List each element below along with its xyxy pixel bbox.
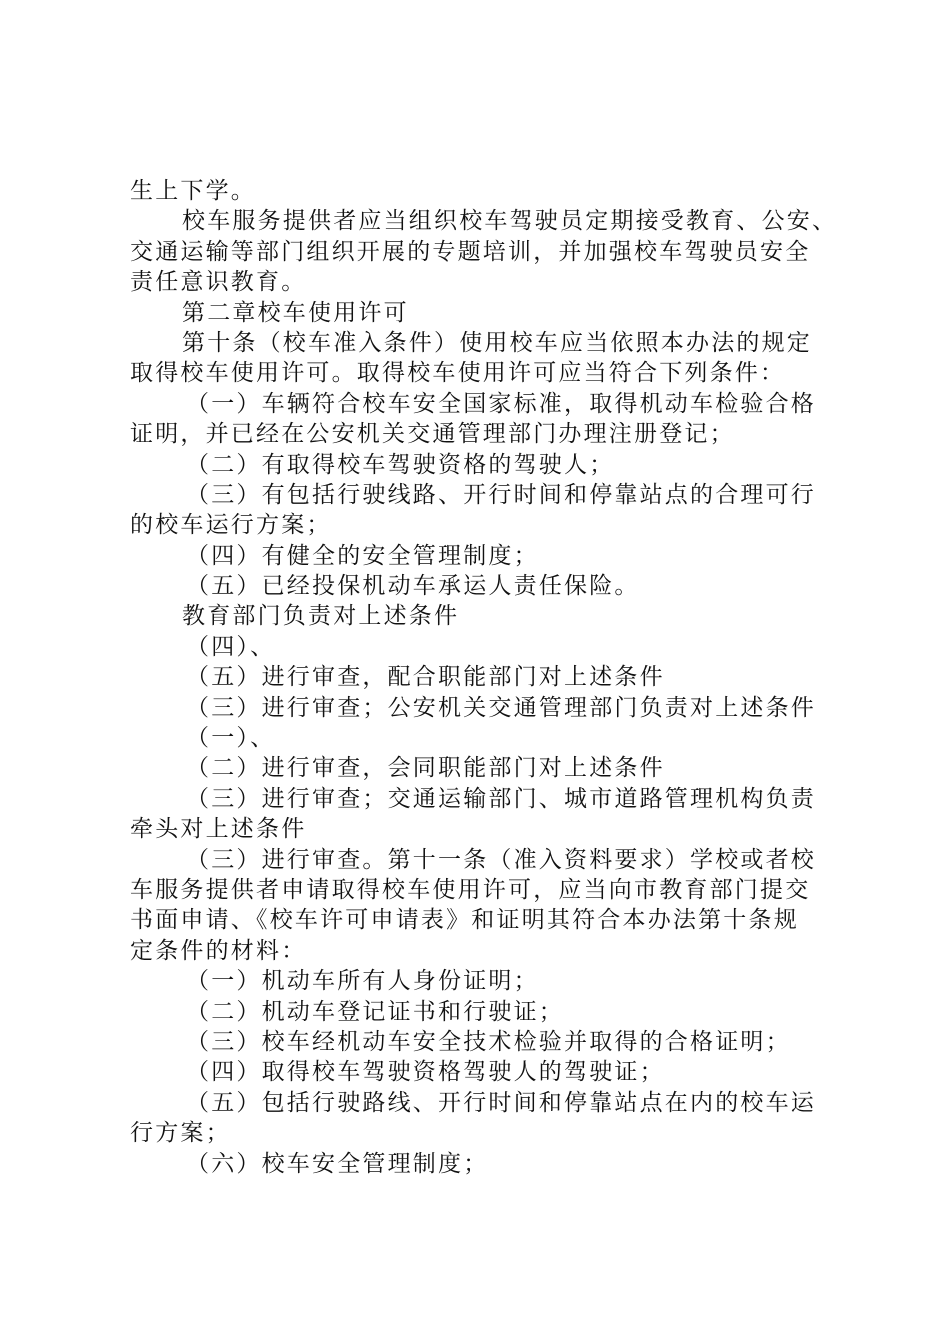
text-line: 第二章校车使用许可: [182, 299, 409, 326]
text-line: 教育部门负责对上述条件: [182, 603, 460, 630]
text-line: 车服务提供者申请取得校车使用许可，应当向市教育部门提交: [130, 876, 811, 903]
text-line: （五）进行审查，配合职能部门对上述条件: [186, 664, 665, 691]
text-line: 校车服务提供者应当组织校车驾驶员定期接受教育、公安、: [182, 208, 838, 235]
text-line: 的校车运行方案；: [130, 512, 332, 539]
document-body: [130, 176, 838, 1179]
text-line: （三）校车经机动车安全技术检验并取得的合格证明；: [186, 1028, 791, 1055]
text-line: （四）、: [186, 633, 276, 660]
text-line: （三）进行审查；公安机关交通管理部门负责对上述条件: [186, 694, 816, 721]
text-line: 定条件的材料：: [130, 937, 307, 964]
text-line: 书面申请、《校车许可申请表》和证明其符合本办法第十条规: [130, 907, 799, 934]
text-line: 第十条（校车准入条件）使用校车应当依照本办法的规定: [182, 329, 812, 356]
text-line: （一）、: [186, 725, 276, 752]
text-line: （五）包括行驶路线、开行时间和停靠站点在内的校车运: [186, 1089, 816, 1116]
text-line: （二）机动车登记证书和行驶证；: [186, 998, 564, 1025]
text-line: （三）进行审查。第十一条（准入资料要求）学校或者校: [186, 846, 816, 873]
text-line: （一）机动车所有人身份证明；: [186, 968, 539, 995]
text-line: （三）进行审查；交通运输部门、城市道路管理机构负责: [186, 785, 816, 812]
text-line: 行方案；: [130, 1120, 231, 1147]
text-line: （三）有包括行驶线路、开行时间和停靠站点的合理可行: [186, 481, 816, 508]
text-line: 责任意识教育。: [130, 269, 307, 296]
text-line: 证明，并已经在公安机关交通管理部门办理注册登记；: [130, 421, 735, 448]
text-line: 牵头对上述条件: [130, 816, 307, 843]
text-line: （五）已经投保机动车承运人责任保险。: [186, 573, 640, 600]
text-line: （六）校车安全管理制度；: [186, 1150, 489, 1177]
text-line: （四）取得校车驾驶资格驾驶人的驾驶证；: [186, 1059, 665, 1086]
text-line: （一）车辆符合校车安全国家标准，取得机动车检验合格: [186, 390, 816, 417]
text-line: （四）有健全的安全管理制度；: [186, 542, 539, 569]
text-line: 交通运输等部门组织开展的专题培训，并加强校车驾驶员安全: [130, 238, 811, 265]
text-line: 生上下学。: [130, 178, 256, 204]
text-line: （二）进行审查，会同职能部门对上述条件: [186, 755, 665, 782]
text-line: 取得校车使用许可。取得校车使用许可应当符合下列条件：: [130, 360, 786, 387]
text-line: （二）有取得校车驾驶资格的驾驶人；: [186, 451, 615, 478]
